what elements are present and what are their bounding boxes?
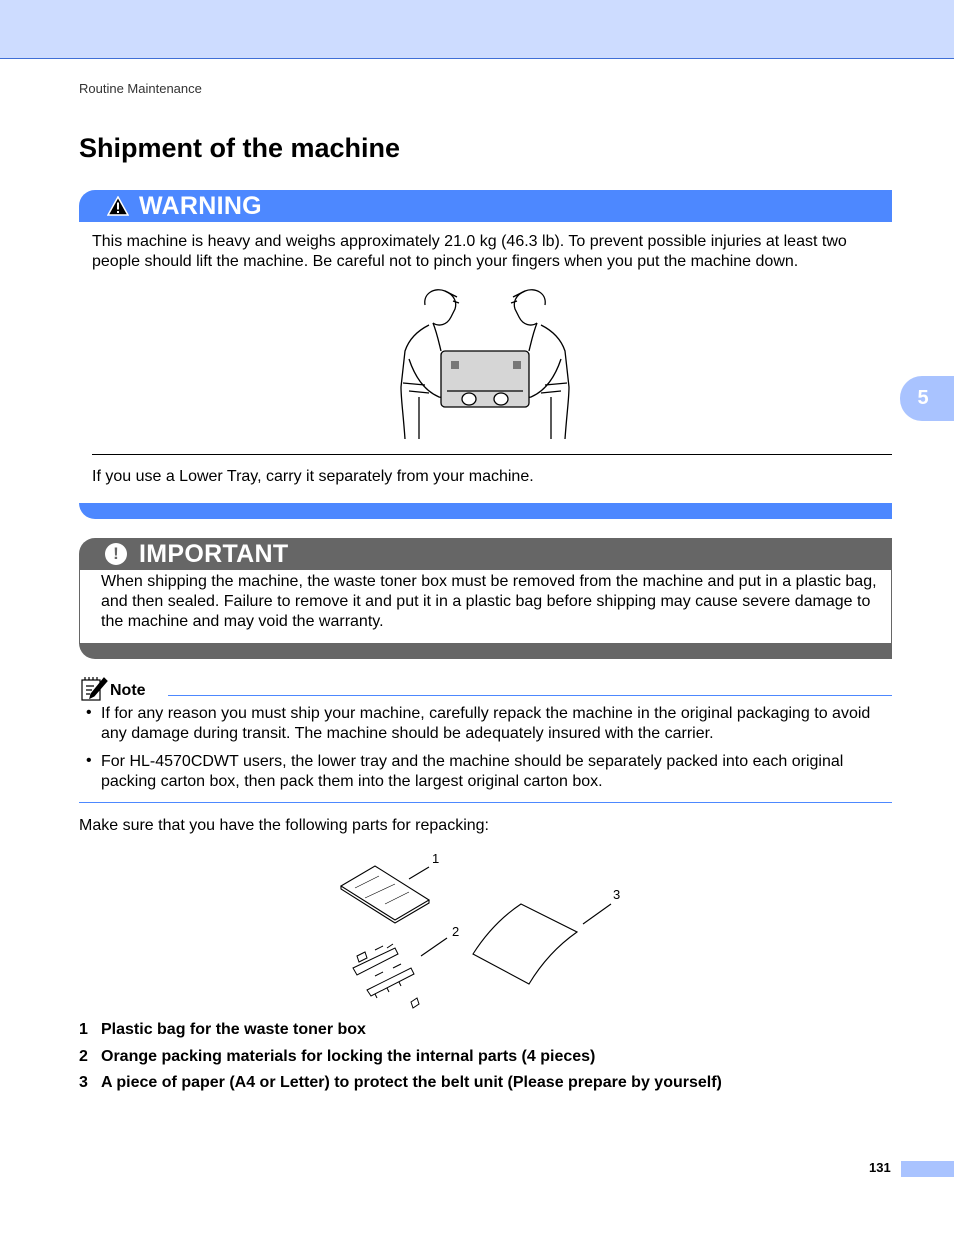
note-top-rule bbox=[168, 695, 892, 696]
part-number: 3 bbox=[79, 1074, 88, 1091]
two-people-lifting-illustration bbox=[395, 287, 577, 441]
note-bullet: • bbox=[86, 704, 92, 721]
parts-intro-text: Make sure that you have the following parts for repacking: bbox=[79, 817, 489, 834]
callout-1: 1 bbox=[432, 851, 440, 866]
top-header-band bbox=[0, 0, 954, 59]
warning-footer-bar bbox=[79, 503, 892, 519]
parts-list bbox=[79, 1021, 722, 1101]
important-right-border bbox=[891, 570, 892, 644]
part-label: A piece of paper (A4 or Letter) to protect the belt unit (Please prepare by yourself) bbox=[101, 1074, 722, 1091]
note-item-lower-tray: For HL-4570CDWT users, the lower tray and the machine should be separately packed into each original packing carton box, then pack them into the largest original carton box. bbox=[101, 753, 844, 790]
important-text: When shipping the machine, the waste toner box must be removed from the machine and put in a plastic bag, and then sealed. Failure to remove it and put it in a plastic bag before shipping may cause severe damage to the machine and may void the warranty. bbox=[101, 573, 877, 630]
part-label: Orange packing materials for locking the internal parts (4 pieces) bbox=[101, 1047, 596, 1065]
callout-2: 2 bbox=[452, 924, 460, 939]
part-label: Plastic bag for the waste toner box bbox=[101, 1021, 366, 1038]
callout-3: 3 bbox=[613, 887, 621, 902]
running-head: Routine Maintenance bbox=[79, 81, 202, 96]
important-header bbox=[79, 538, 892, 570]
note-bullet: • bbox=[86, 752, 92, 769]
page-number: 131 bbox=[869, 1160, 891, 1175]
note-bottom-rule bbox=[79, 802, 892, 803]
important-left-border bbox=[79, 570, 80, 644]
warning-divider bbox=[92, 454, 892, 455]
parts-list-item bbox=[79, 1021, 722, 1048]
chapter-tab[interactable]: 5 bbox=[900, 376, 954, 421]
warning-label: WARNING bbox=[139, 191, 262, 220]
page-title: Shipment of the machine bbox=[79, 133, 401, 163]
warning-text: This machine is heavy and weighs approximately 21.0 kg (46.3 lb). To prevent possible injuries at least two people should lift the machine. Be careful not to pinch your fingers when you put the machine down. bbox=[92, 233, 847, 270]
repacking-parts-illustration bbox=[335, 848, 635, 1018]
part-number: 1 bbox=[79, 1021, 88, 1038]
page-number-tab bbox=[901, 1161, 954, 1177]
parts-list-item bbox=[79, 1074, 722, 1101]
warning-triangle-icon bbox=[107, 196, 129, 216]
paper-sheet-illustration bbox=[473, 904, 577, 984]
note-pencil-icon bbox=[80, 676, 108, 702]
note-label: Note bbox=[110, 682, 146, 699]
exclamation-circle-icon: ! bbox=[105, 543, 127, 565]
note-item-repack: If for any reason you must ship your machine, carefully repack the machine in the original packaging to avoid any damage during transit. The machine should be adequately insured with the carrier. bbox=[101, 705, 871, 742]
warning-lower-tray-text: If you use a Lower Tray, carry it separately from your machine. bbox=[92, 468, 534, 485]
important-footer-bar bbox=[79, 643, 892, 659]
important-label: IMPORTANT bbox=[139, 539, 289, 568]
parts-list-item bbox=[79, 1048, 722, 1075]
part-number: 2 bbox=[79, 1047, 88, 1065]
warning-header bbox=[79, 190, 892, 222]
packing-materials-illustration bbox=[353, 944, 419, 1008]
